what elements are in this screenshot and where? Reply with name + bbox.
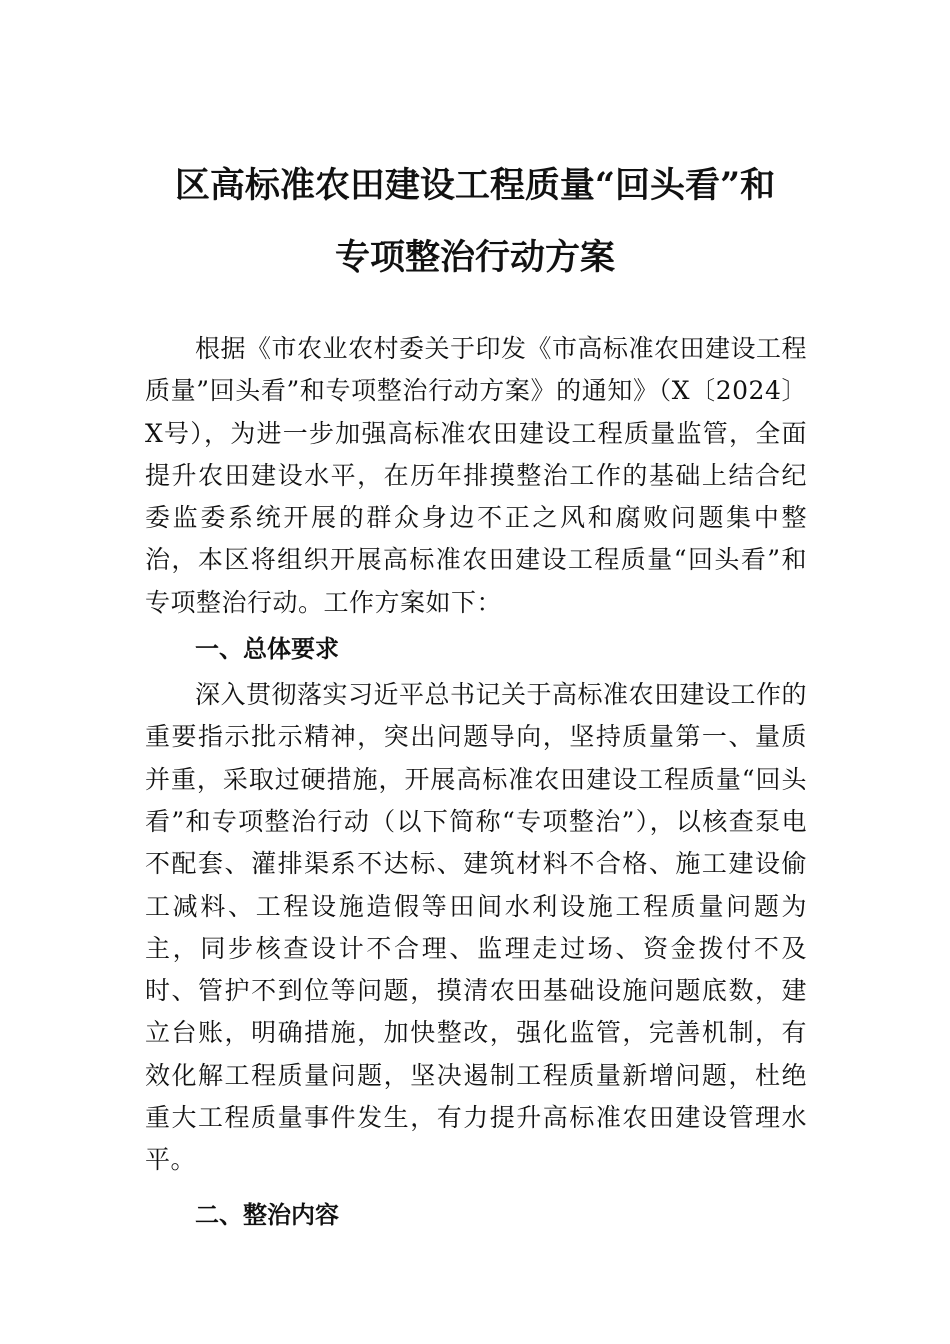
document-title-line-1: 区高标准农田建设工程质量“回头看”和 bbox=[174, 165, 776, 206]
section-1-paragraph: 深入贯彻落实习近平总书记关于高标准农田建设工作的重要指示批示精神，突出问题导向，坚持质量第一、量质并重，采取过硬措施，开展高标准农田建设工程质量“回头看”和专项整治行动（以下简称“专项整治”），以核查泵电不配套、灌排渠系不达标、建筑材料不合格、施工建设偷工减料、工程设施造假等田间水利设施工程质量问题为主，同步核查设计不合理、监理走过场、资金拨付不及时、管护不到位等问题，摸清农田基础设施问题底数，建立台账，明确措施，加快整改，强化监管，完善机制，有效化解工程质量问题，坚决遏制工程质量新增问题，杜绝重大工程质量事件发生，有力提升高标准农田建设管理水平。 bbox=[145, 680, 808, 1175]
section-2-heading: 二、整治内容 bbox=[195, 1200, 339, 1229]
section-1-heading: 一、总体要求 bbox=[195, 635, 339, 664]
document-title-line-2: 专项整治行动方案 bbox=[334, 237, 615, 278]
intro-paragraph: 根据《市农业农村委关于印发《市高标准农田建设工程质量”回头看”和专项整治行动方案》的通知》（X〔2024〕X号），为进一步加强高标准农田建设工程质量监管，全面提升农田建设水平，在历年排摸整治工作的基础上结合纪委监委系统开展的群众身边不正之风和腐败问题集中整治，本区将组织开展高标准农田建设工程质量“回头看”和专项整治行动。工作方案如下： bbox=[145, 334, 808, 617]
document-body bbox=[145, 328, 807, 1240]
